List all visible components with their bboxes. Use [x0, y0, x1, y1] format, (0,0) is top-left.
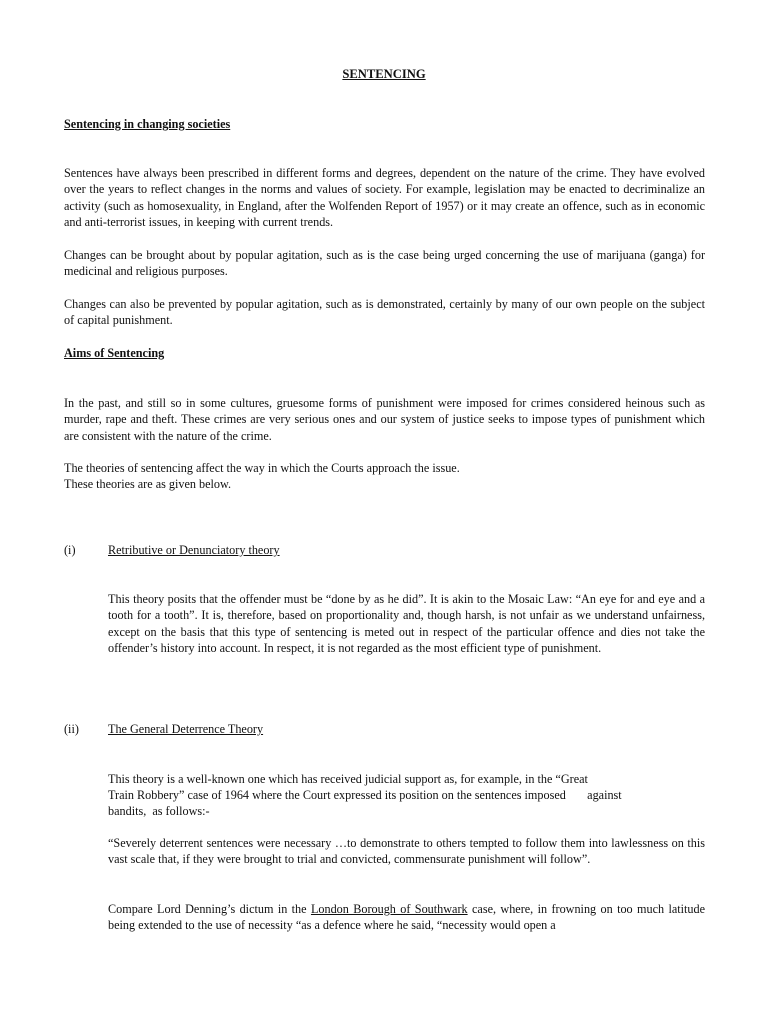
- compare-text-before: Compare Lord Denning’s dictum in the: [108, 902, 311, 916]
- paragraph-lord-denning-dictum: [108, 901, 705, 934]
- paragraph-deterrence-intro-line-3: bandits, as follows:-: [108, 804, 210, 818]
- theory-number-i: (i): [64, 543, 76, 557]
- paragraph-theories-line-1: The theories of sentencing affect the way in which the Courts approach the issue.: [64, 461, 460, 475]
- paragraph-past-punishment: In the past, and still so in some cultures, gruesome forms of punishment were imposed for crimes considered heinous such as murder, rape and theft. These crimes are very serious ones and our system of justice seeks to impose types of punishment which are consistent with the nature of the crime.: [64, 396, 705, 443]
- case-name-london-borough-of-southwark: London Borough of Southwark: [310, 902, 468, 916]
- theory-number-ii: (ii): [64, 722, 79, 736]
- compare-text-after: case, where, in frowning on too much latitude being extended to the use of necessity “as a defence where he said, “necessity would open a: [108, 902, 706, 933]
- paragraph-theories-line-2: These theories are as given below.: [64, 477, 232, 491]
- section-heading-aims-of-sentencing: Aims of Sentencing: [64, 346, 165, 360]
- paragraph-retributive-theory: This theory posits that the offender must be “done by as he did”. It is akin to the Mosaic Law: “An eye for and eye and a tooth for a tooth”. It is, therefore, based on proportionality and, though harsh, is not unfair as we understand unfairness, except on the basis that this type of sentencing is meted out in respect of the particular offence and dies not take the offender’s history into account. In respect, it is not regarded as the most efficient type of punishment.: [108, 592, 705, 656]
- paragraph-sentences-evolution: Sentences have always been prescribed in different forms and degrees, dependent on the nature of the crime. They have evolved over the years to reflect changes in the norms and values of society. For example, legislation may be enacted to decriminalize an activity (such as homosexuality, in England, after the Wolfenden Report of 1957) or it may create an offence, such as in economic and anti-terrorist issues, in keeping with current trends.: [64, 166, 705, 230]
- quote-great-train-robbery: “Severely deterrent sentences were necessary …to demonstrate to others tempted to follow them into lawlessness on this vast scale that, if they were brought to trial and convicted, commensurate punishment will follow”.: [108, 836, 705, 867]
- paragraph-deterrence-intro-line-2: Train Robbery” case of 1964 where the Court expressed its position on the sentences imposed against: [108, 788, 622, 802]
- section-heading-sentencing-in-changing-societies: Sentencing in changing societies: [64, 117, 231, 131]
- theory-title-retributive: Retributive or Denunciatory theory: [108, 543, 280, 557]
- document-title: SENTENCING: [342, 67, 426, 81]
- paragraph-deterrence-intro-line-1: This theory is a well-known one which has received judicial support as, for example, in the “Great: [108, 772, 588, 786]
- paragraph-popular-agitation-prevention: Changes can also be prevented by popular agitation, such as is demonstrated, certainly by many of our own people on the subject of capital punishment.: [64, 297, 705, 328]
- paragraph-popular-agitation-changes: Changes can be brought about by popular agitation, such as is the case being urged concerning the use of marijuana (ganga) for medicinal and religious purposes.: [64, 248, 705, 279]
- theory-title-general-deterrence: The General Deterrence Theory: [108, 722, 264, 736]
